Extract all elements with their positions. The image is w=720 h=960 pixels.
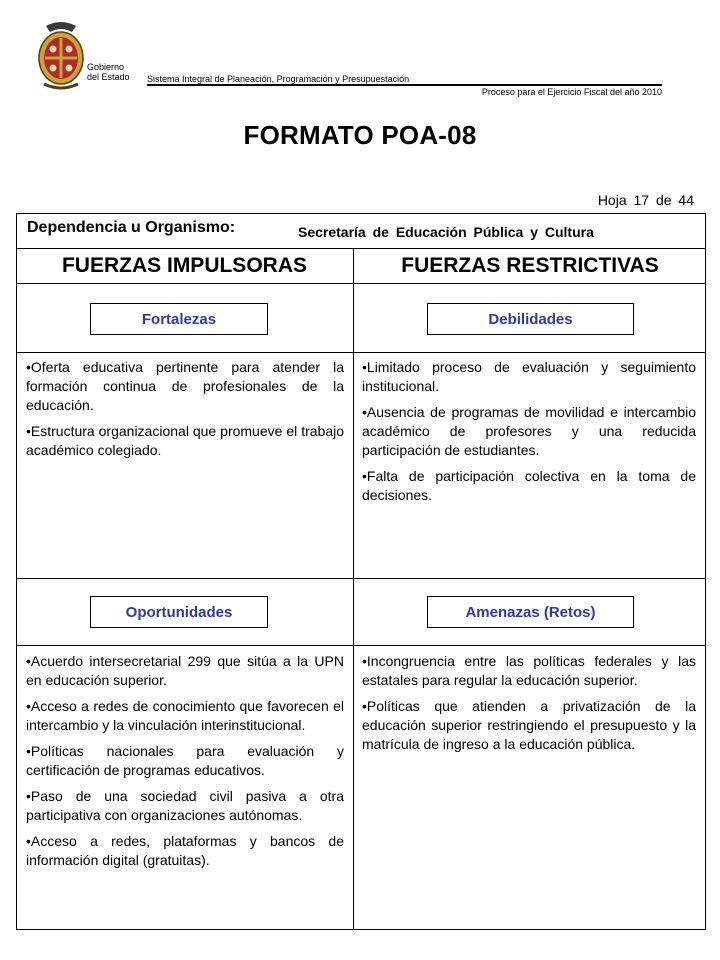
opportunities-list: [26, 652, 344, 877]
list-item: •Incongruencia entre las políticas federales y las estatales para regular la educación superior.: [362, 653, 696, 688]
list-item: •Acuerdo intersecretarial 299 que sitúa a la UPN en educación superior.: [26, 653, 344, 688]
weaknesses-list: [362, 358, 696, 512]
row-divider: [16, 578, 706, 579]
row-divider: [16, 352, 706, 353]
list-item: •Acceso a redes de conocimiento que favorecen el intercambio y la vinculación interinstitucional.: [26, 698, 344, 733]
list-item: •Ausencia de programas de movilidad e intercambio académico de profesores y una reducida participación de estudiantes.: [362, 404, 696, 458]
list-item: •Oferta educativa pertinente para atender la formación continua de profesionales de la educación.: [26, 359, 344, 413]
opportunities-label: Oportunidades: [90, 596, 268, 628]
state-coat-of-arms-icon: [36, 18, 86, 96]
threats-list: [362, 652, 696, 761]
list-item: •Políticas nacionales para evaluación y certificación de programas educativos.: [26, 743, 344, 778]
list-item: •Falta de participación colectiva en la toma de decisiones.: [362, 468, 696, 503]
system-name: Sistema Integral de Planeación, Programación y Presupuestación: [147, 74, 410, 84]
row-divider: [16, 645, 706, 646]
weaknesses-label: Debilidades: [427, 303, 634, 335]
header-rule: [147, 84, 662, 86]
list-item: •Limitado proceso de evaluación y seguimiento institucional.: [362, 359, 696, 394]
dependency-value: Secretaría de Educación Pública y Cultura: [298, 224, 594, 240]
dependency-label: Dependencia u Organismo:: [27, 219, 236, 236]
page-title: FORMATO POA-08: [243, 120, 477, 150]
list-item: •Acceso a redes, plataformas y bancos de información digital (gratuitas).: [26, 833, 344, 868]
restraining-forces-heading: FUERZAS RESTRICTIVAS: [401, 254, 659, 277]
strengths-list: [26, 358, 344, 467]
fiscal-process-label: Proceso para el Ejercicio Fiscal del año 2010: [481, 87, 662, 97]
page-number: Hoja 17 de 44: [597, 192, 694, 208]
list-item: •Políticas que atienden a privatización de la educación superior restringiendo el presupuesto y la matrícula de ingreso a la educación pública.: [362, 698, 696, 752]
driving-forces-heading: FUERZAS IMPULSORAS: [61, 254, 307, 277]
threats-label: Amenazas (Retos): [427, 596, 634, 628]
list-item: •Paso de una sociedad civil pasiva a otra participativa con organizaciones autónomas.: [26, 788, 344, 823]
list-item: •Estructura organizacional que promueve el trabajo académico colegiado.: [26, 423, 344, 458]
row-divider: [16, 283, 706, 284]
column-divider: [353, 248, 354, 930]
government-label: [87, 62, 130, 82]
strengths-label: Fortalezas: [90, 303, 268, 335]
government-label-line2: del Estado: [87, 72, 130, 82]
government-label-line1: Gobierno: [87, 62, 125, 72]
